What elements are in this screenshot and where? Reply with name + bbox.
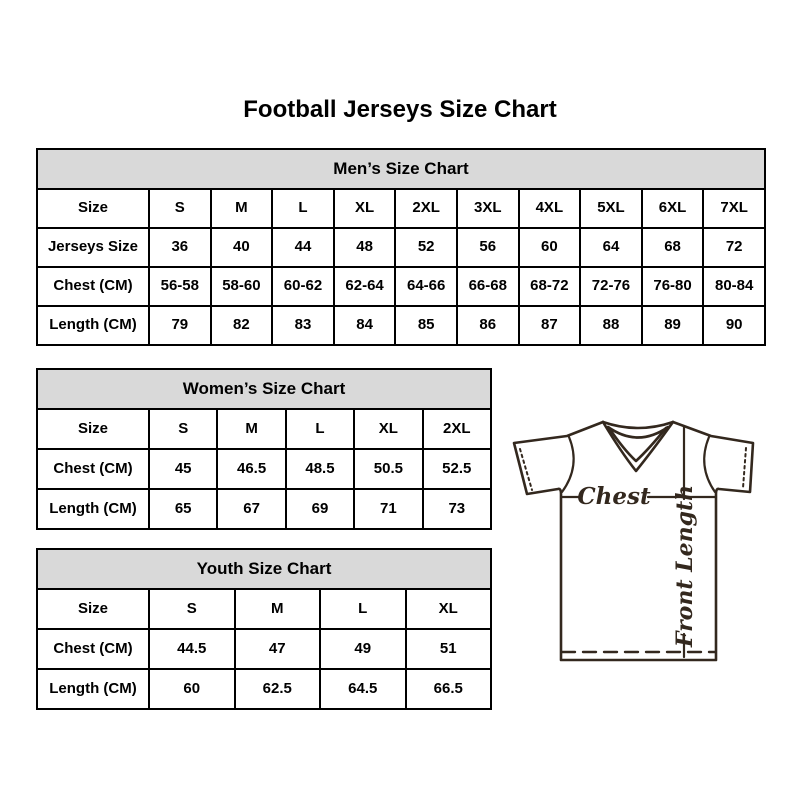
size-value-cell: S <box>149 189 211 228</box>
sleeve-seam-left <box>562 437 574 492</box>
chest-measure-label: Chest <box>577 483 651 510</box>
row-label: Length (CM) <box>37 306 149 345</box>
jersey-measurement-diagram <box>505 402 763 667</box>
size-value-cell: 45 <box>149 449 217 489</box>
size-value-cell: 48 <box>334 228 396 267</box>
row-label: Chest (CM) <box>37 267 149 306</box>
row-label: Size <box>37 189 149 228</box>
size-value-cell: 66.5 <box>406 669 492 709</box>
row-label: Size <box>37 409 149 449</box>
cuff-stitch-right-icon <box>743 448 746 488</box>
size-value-cell: 2XL <box>423 409 491 449</box>
size-value-cell: 69 <box>286 489 354 529</box>
size-value-cell: 71 <box>354 489 422 529</box>
size-value-cell: 36 <box>149 228 211 267</box>
size-value-cell: 87 <box>519 306 581 345</box>
sleeve-seam-right <box>704 437 715 492</box>
size-value-cell: 4XL <box>519 189 581 228</box>
size-value-cell: 79 <box>149 306 211 345</box>
row-label: Chest (CM) <box>37 629 149 669</box>
size-value-cell: 5XL <box>580 189 642 228</box>
table-row <box>37 449 491 489</box>
size-value-cell: XL <box>334 189 396 228</box>
size-value-cell: 52.5 <box>423 449 491 489</box>
womens-size-chart-table <box>36 368 492 530</box>
table-header: Men’s Size Chart <box>37 149 765 189</box>
size-value-cell: 56 <box>457 228 519 267</box>
size-value-cell: 64-66 <box>395 267 457 306</box>
row-label: Jerseys Size <box>37 228 149 267</box>
size-value-cell: 2XL <box>395 189 457 228</box>
row-label: Chest (CM) <box>37 449 149 489</box>
front-length-measure-label: Front Length <box>672 484 698 648</box>
size-value-cell: 64.5 <box>320 669 406 709</box>
size-value-cell: L <box>286 409 354 449</box>
size-value-cell: 46.5 <box>217 449 285 489</box>
size-value-cell: 3XL <box>457 189 519 228</box>
size-value-cell: 83 <box>272 306 334 345</box>
size-value-cell: 65 <box>149 489 217 529</box>
size-value-cell: 64 <box>580 228 642 267</box>
table-row <box>37 306 765 345</box>
size-value-cell: 58-60 <box>211 267 273 306</box>
size-value-cell: 76-80 <box>642 267 704 306</box>
size-value-cell: M <box>235 589 321 629</box>
size-value-cell: 85 <box>395 306 457 345</box>
table-header: Women’s Size Chart <box>37 369 491 409</box>
jersey-diagram-svg <box>505 402 763 667</box>
size-value-cell: 49 <box>320 629 406 669</box>
size-value-cell: 60 <box>519 228 581 267</box>
mens-size-chart-table <box>36 148 766 346</box>
size-value-cell: S <box>149 589 235 629</box>
size-value-cell: 72-76 <box>580 267 642 306</box>
table-header: Youth Size Chart <box>37 549 491 589</box>
size-value-cell: 67 <box>217 489 285 529</box>
size-value-cell: 47 <box>235 629 321 669</box>
table-row <box>37 489 491 529</box>
youth-size-chart-table <box>36 548 492 710</box>
size-value-cell: 40 <box>211 228 273 267</box>
row-label: Length (CM) <box>37 669 149 709</box>
size-value-cell: 86 <box>457 306 519 345</box>
table-row <box>37 589 491 629</box>
size-value-cell: 82 <box>211 306 273 345</box>
size-value-cell: 62.5 <box>235 669 321 709</box>
size-value-cell: 84 <box>334 306 396 345</box>
page-title: Football Jerseys Size Chart <box>243 96 557 123</box>
size-value-cell: 89 <box>642 306 704 345</box>
size-value-cell: 7XL <box>703 189 765 228</box>
size-value-cell: 68 <box>642 228 704 267</box>
table-row <box>37 189 765 228</box>
row-label: Length (CM) <box>37 489 149 529</box>
size-value-cell: 50.5 <box>354 449 422 489</box>
size-value-cell: L <box>272 189 334 228</box>
size-value-cell: 62-64 <box>334 267 396 306</box>
size-value-cell: 72 <box>703 228 765 267</box>
table-row <box>37 228 765 267</box>
size-value-cell: S <box>149 409 217 449</box>
table-row <box>37 629 491 669</box>
row-label: Size <box>37 589 149 629</box>
size-value-cell: 73 <box>423 489 491 529</box>
size-value-cell: 66-68 <box>457 267 519 306</box>
size-value-cell: 52 <box>395 228 457 267</box>
size-value-cell: 44 <box>272 228 334 267</box>
collar-outer-arc <box>603 422 673 428</box>
size-value-cell: 56-58 <box>149 267 211 306</box>
size-value-cell: 90 <box>703 306 765 345</box>
size-value-cell: 80-84 <box>703 267 765 306</box>
size-value-cell: 68-72 <box>519 267 581 306</box>
size-value-cell: M <box>217 409 285 449</box>
size-value-cell: 6XL <box>642 189 704 228</box>
size-value-cell: L <box>320 589 406 629</box>
size-value-cell: XL <box>406 589 492 629</box>
size-value-cell: 60-62 <box>272 267 334 306</box>
size-value-cell: M <box>211 189 273 228</box>
size-value-cell: 88 <box>580 306 642 345</box>
size-value-cell: 44.5 <box>149 629 235 669</box>
size-value-cell: 51 <box>406 629 492 669</box>
size-value-cell: 60 <box>149 669 235 709</box>
size-value-cell: 48.5 <box>286 449 354 489</box>
table-row <box>37 669 491 709</box>
table-row <box>37 409 491 449</box>
table-row <box>37 267 765 306</box>
size-value-cell: XL <box>354 409 422 449</box>
